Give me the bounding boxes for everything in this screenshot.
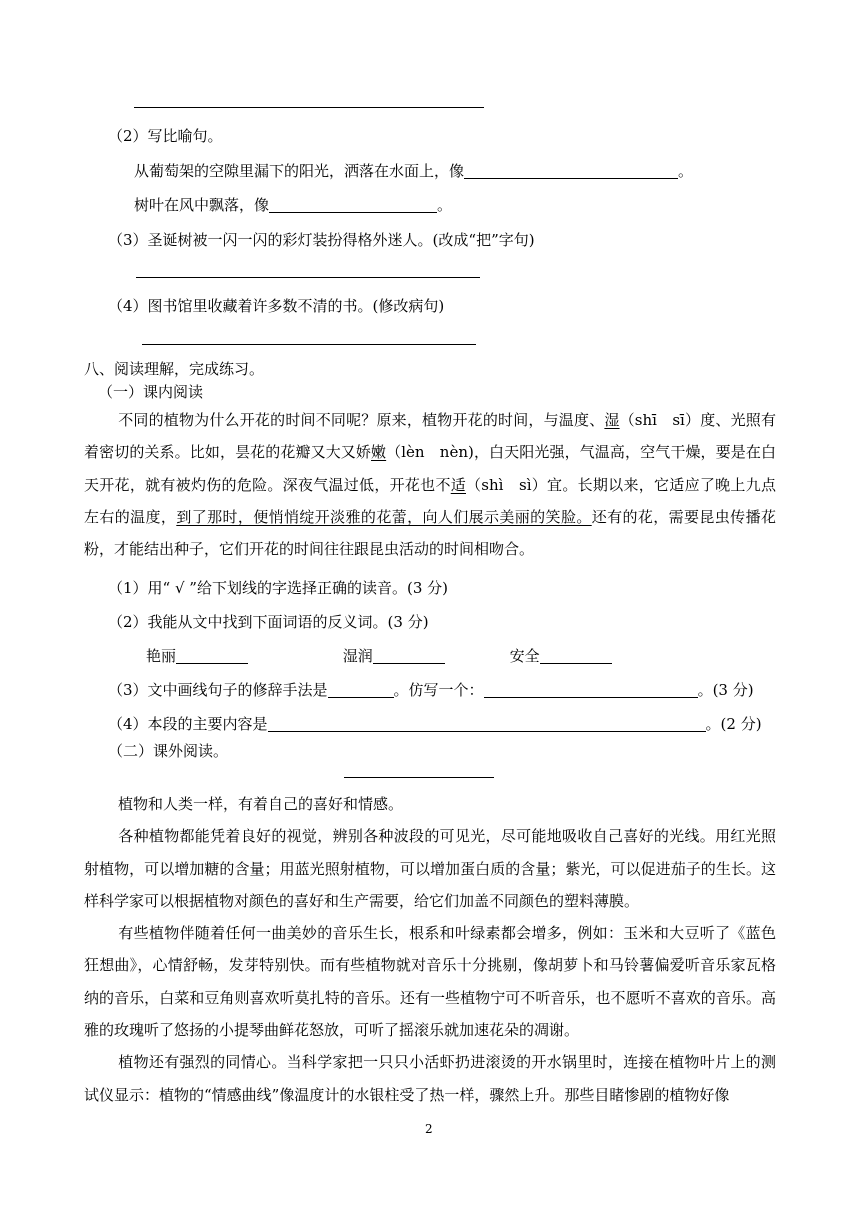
sentence-text: 树叶在风中飘落，像 — [134, 196, 270, 214]
q7-item2-label: （2）写比喻句。 — [108, 127, 223, 145]
section8-title: 八、阅读理解，完成练习。 — [84, 360, 265, 378]
question-4: （4）本段的主要内容是 。(2 分) — [108, 715, 762, 733]
q7-item2-sentence1 — [134, 160, 693, 181]
underlined-char-shi: 湿 — [604, 411, 620, 429]
answer-line-1 — [134, 107, 484, 108]
fill-blank[interactable] — [373, 648, 445, 664]
answer-line-2 — [136, 277, 480, 278]
fill-blank[interactable] — [269, 197, 437, 213]
antonym-word: 艳丽 — [146, 647, 177, 665]
underlined-char-nen: 嫩 — [371, 443, 387, 462]
fill-blank[interactable] — [328, 682, 394, 698]
q7-item2-sentence2 — [134, 194, 452, 215]
passage1: 不同的植物为什么开花的时间不同呢？原来，植物开花的时间，与温度、湿（shī sī）度、光照有着密切的关系。比如，昙花的花瓣又大又娇嫩（lèn nèn)，白天阳光强，气温高，空气干燥，要是在白天开花，就有被灼伤的危险。深夜气温过低，开花也不适（shì sì）宜。长期以来，它适应了晚上九点左右的温度，到了那时，便悄悄绽开淡雅的花蕾，向人们展示美丽的笑脸。还有的花，需要昆虫传播花粉，才能结出种子，它们开花的时间往往跟昆虫活动的时间相吻合。 — [84, 411, 776, 559]
underlined-char-shi2: 适 — [450, 475, 466, 494]
fill-blank[interactable] — [176, 648, 248, 664]
paragraph: 植物和人类一样，有着自己的喜好和情感。 — [118, 795, 404, 813]
paragraph: 有些植物伴随着任何一曲美妙的音乐生长，根系和叶绿素都会增多，例如：玉米和大豆听了《蓝色狂想曲》，心情舒畅，发芽特别快。而有些植物就对音乐十分挑剔，像胡萝卜和马铃薯偏爱听音乐家瓦格纳的音乐，白菜和豆角则喜欢听莫扎特的音乐。还有一些植物宁可不听音乐，也不愿听不喜欢的音乐。高雅的玫瑰听了悠扬的小提琴曲鲜花怒放，可听了摇滚乐就加速花朵的凋谢。 — [84, 924, 776, 1040]
underlined-sentence: 到了那时，便悄悄绽开淡雅的花蕾，向人们展示美丽的笑脸。 — [176, 507, 592, 526]
antonym-word: 湿润 — [342, 647, 373, 665]
antonym-row — [146, 645, 612, 666]
title-blank-line — [344, 777, 494, 778]
part1-title: （一）课内阅读 — [98, 383, 204, 401]
fill-blank[interactable] — [484, 682, 698, 698]
passage2 — [84, 788, 776, 1111]
sentence-end: 。 — [437, 196, 453, 214]
page-number: 2 — [425, 1122, 433, 1136]
sentence-end: 。 — [678, 162, 694, 180]
q7-item4: （4）图书馆里收藏着许多数不清的书。(修改病句) — [108, 297, 445, 315]
antonym-word: 安全 — [509, 647, 540, 665]
sentence-text: 从葡萄架的空隙里漏下的阳光，洒落在水面上，像 — [134, 162, 465, 180]
fill-blank[interactable] — [540, 648, 612, 664]
part2-title: （二）课外阅读。 — [108, 742, 229, 760]
paragraph: 植物还有强烈的同情心。当科学家把一只只小活虾扔进滚烫的开水锅里时，连接在植物叶片上的测试仪显示：植物的“情感曲线”像温度计的水银柱受了热一样，骤然上升。那些目睹惨剧的植物好像 — [84, 1053, 776, 1104]
fill-blank[interactable] — [464, 163, 678, 179]
question-3: （3）文中画线句子的修辞手法是 。仿写一个： 。(3 分) — [108, 681, 754, 699]
fill-blank[interactable] — [268, 716, 706, 732]
question-1: （1）用“ √ ”给下划线的字选择正确的读音。(3 分) — [108, 579, 448, 597]
paragraph: 各种植物都能凭着良好的视觉，辨别各种波段的可见光，尽可能地吸收自己喜好的光线。用红光照射植物，可以增加糖的含量；用蓝光照射植物，可以增加蛋白质的含量；紫光，可以促进茄子的生长。这样科学家可以根据植物对颜色的喜好和生产需要，给它们加盖不同颜色的塑料薄膜。 — [84, 827, 776, 910]
answer-line-3 — [142, 344, 476, 345]
q7-item3: （3）圣诞树被一闪一闪的彩灯装扮得格外迷人。(改成“把”字句) — [108, 231, 535, 249]
question-2: （2）我能从文中找到下面词语的反义词。(3 分) — [108, 613, 429, 631]
